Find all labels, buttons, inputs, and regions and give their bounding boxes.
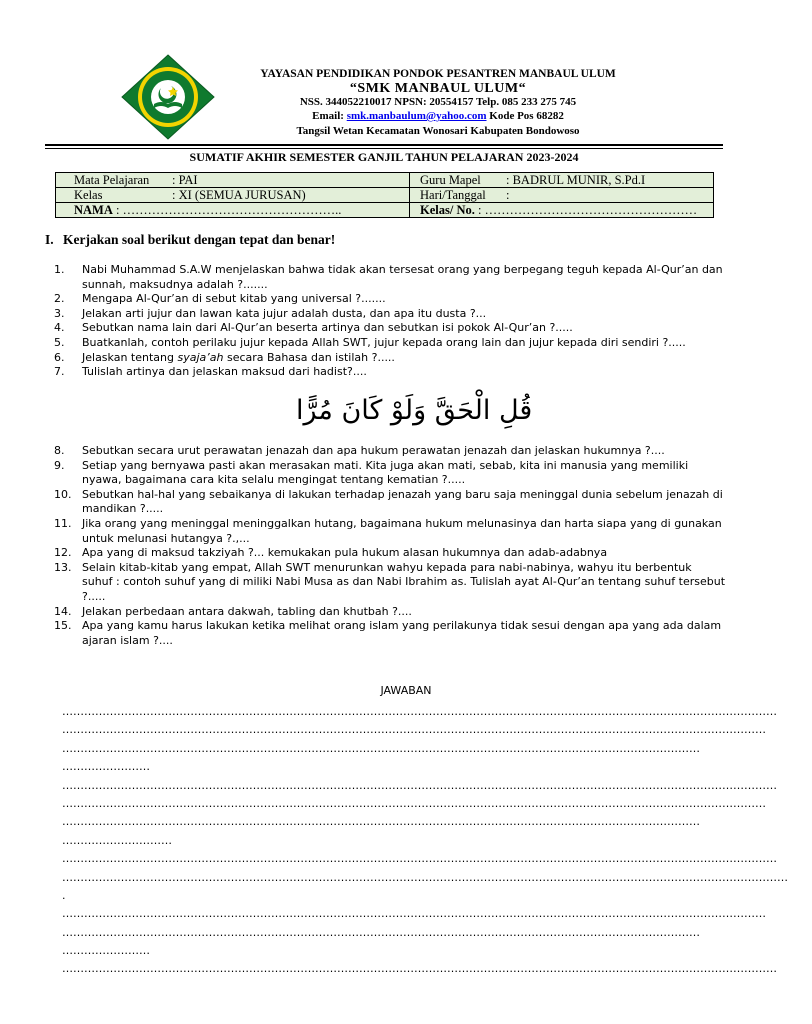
question-item: [45, 351, 725, 366]
letterhead-rule-thick: [45, 144, 723, 146]
question-item: [45, 459, 725, 488]
question-list: [45, 263, 725, 380]
answer-line[interactable]: …………………………: [62, 833, 172, 847]
email-link[interactable]: smk.manbaulum@yahoo.com: [346, 110, 487, 122]
name-blank[interactable]: : ……………………………………………..: [112, 203, 342, 217]
teacher-value: : BADRUL MUNIR, S.Pd.I: [506, 173, 646, 187]
teacher-cell: [410, 173, 714, 188]
day-cell: [410, 188, 714, 203]
question-text: Sebutkan hal-hal yang sebaikanya di lakukan terhadap jenazah yang baru saja meninggal dunia sebelum jenazah di mandikan ?.....: [82, 487, 723, 516]
answer-line[interactable]: ……………………: [62, 944, 150, 958]
hadith-arabic-calligraphy: [68, 385, 533, 433]
school-logo: [121, 54, 215, 140]
name-cell[interactable]: [56, 203, 410, 218]
question-number: 5.: [54, 335, 65, 349]
question-text: Nabi Muhammad S.A.W menjelaskan bahwa tidak akan tersesat orang yang berpegang teguh kepada Al-Qur’an dan sunnah, maksudnya adalah ?.......: [82, 263, 723, 291]
question-number: 9.: [54, 458, 65, 472]
question-item: [45, 292, 725, 307]
classno-label: Kelas/ No.: [420, 203, 475, 217]
exam-title: SUMATIF AKHIR SEMESTER GANJIL TAHUN PELAJARAN 2023-2024: [189, 150, 579, 164]
class-label: Kelas: [74, 188, 103, 202]
registration-info: NSS. 344052210017 NPSN: 20554157 Telp. 085 233 275 745: [299, 95, 577, 108]
hadith-arabic-text: قُلِ الْحَقَّ وَلَوْ كَانَ مُرًّا: [296, 395, 533, 426]
answer-line[interactable]: ………………………………………………………………………………………………………………………………………………………………………………: [62, 870, 788, 884]
question-item: [45, 365, 725, 380]
section-number: I.: [45, 232, 54, 247]
name-label: NAMA: [74, 203, 113, 217]
question-item: [45, 321, 725, 336]
subject-value: : PAI: [172, 173, 198, 187]
question-item: [45, 263, 725, 292]
identity-row: [56, 188, 714, 203]
question-text: Jelakan arti jujur dan lawan kata jujur adalah dusta, dan apa itu dusta ?...: [82, 306, 487, 320]
question-number: 12.: [54, 546, 72, 560]
day-value: :: [506, 188, 510, 202]
question-item: [45, 444, 725, 459]
subject-label: Mata Pelajaran: [74, 173, 150, 187]
question-number: 2.: [54, 292, 65, 306]
contact-line: [218, 109, 658, 124]
question-number: 4.: [54, 321, 65, 335]
question-term-emphasis: syaja’ah: [177, 350, 224, 364]
question-item: [45, 307, 725, 322]
subject-cell: [56, 173, 410, 188]
answer-line[interactable]: …………………………………………………………………………………………………………………………………………………………: [62, 925, 700, 939]
answer-line[interactable]: ……………………………………………………………………………………………………………………………………………………………………………: [62, 852, 777, 866]
answer-line[interactable]: ……………………………………………………………………………………………………………………………………………………………………………: [62, 778, 777, 792]
question-item: [45, 546, 725, 561]
answer-line[interactable]: …………………………………………………………………………………………………………………………………………………………………………: [62, 796, 766, 810]
class-cell: [56, 188, 410, 203]
question-text: Apa yang di maksud takziyah ?... kemukakan pula hukum alasan hukumnya dan adab-adabnya: [82, 546, 608, 560]
answer-line[interactable]: ……………………………………………………………………………………………………………………………………………………………………………: [62, 705, 777, 718]
email-label: Email:: [312, 110, 344, 122]
teacher-label: Guru Mapel: [420, 173, 481, 187]
answer-line[interactable]: ……………………: [62, 760, 150, 774]
question-text-start: Jelaskan tentang: [82, 350, 178, 364]
section-instruction: Kerjakan soal berikut dengan tepat dan benar!: [63, 232, 336, 247]
identity-row: [56, 173, 714, 188]
section-heading: [45, 232, 335, 248]
question-number: 6.: [54, 350, 65, 364]
identity-row: [56, 203, 714, 218]
question-number: 15.: [54, 619, 72, 633]
answer-line[interactable]: …………………………………………………………………………………………………………………………………………………………: [62, 815, 700, 829]
question-text: Buatkanlah, contoh perilaku jujur kepada Allah SWT, jujur kepada orang lain dan jujur kepada diri sendiri ?.....: [82, 335, 686, 349]
classno-cell[interactable]: [410, 203, 714, 218]
question-item: [45, 605, 725, 620]
identity-table: [55, 172, 714, 218]
question-number: 11.: [54, 516, 72, 530]
question-number: 8.: [54, 444, 65, 457]
answer-area[interactable]: [62, 703, 788, 979]
answer-line[interactable]: …………………………………………………………………………………………………………………………………………………………………………: [62, 907, 766, 921]
question-list: [45, 444, 725, 648]
answer-line[interactable]: ……………………………………………………………………………………………………………………………………………………………………………: [62, 962, 777, 976]
question-text: Tulislah artinya dan jelaskan maksud dari hadist?....: [82, 365, 367, 379]
postal-code: Kode Pos 68282: [489, 110, 564, 122]
question-text: Jelakan perbedaan antara dakwah, tabling dan khutbah ?....: [82, 604, 412, 618]
question-item: [45, 336, 725, 351]
day-label: Hari/Tanggal: [420, 188, 486, 202]
answer-line[interactable]: …………………………………………………………………………………………………………………………………………………………: [62, 741, 700, 755]
question-number: 10.: [54, 487, 72, 501]
school-address: Tangsil Wetan Kecamatan Wonosari Kabupaten Bondowoso: [296, 124, 580, 137]
foundation-name: YAYASAN PENDIDIKAN PONDOK PESANTREN MANBAUL ULUM: [260, 68, 616, 80]
classno-blank[interactable]: : ……………………………………………: [474, 203, 698, 217]
question-text: Jika orang yang meninggal meninggalkan hutang, bagaimana hukum melunasinya dan harta siapa yang di gunakan untuk melunasi hutangya ?.,...: [82, 516, 722, 545]
letterhead-rule-thin: [45, 148, 723, 149]
question-number: 3.: [54, 306, 65, 320]
class-value: : XI (SEMUA JURUSAN): [172, 188, 306, 202]
question-number: 7.: [54, 365, 65, 379]
question-text: Mengapa Al-Qur’an di sebut kitab yang universal ?.......: [82, 292, 386, 306]
question-item: [45, 561, 725, 605]
school-name: “SMK MANBAUL ULUM“: [349, 80, 527, 96]
question-item: [45, 488, 725, 517]
answer-line[interactable]: …………………………………………………………………………………………………………………………………………………………………………: [62, 723, 766, 737]
question-text: Setiap yang bernyawa pasti akan merasakan mati. Kita juga akan mati, sebab, kita ini manusia yang memiliki nyawa, bagaimana cara kita selalu mengingat tentang kematian ?.....: [82, 458, 689, 487]
question-text: Sebutkan nama lain dari Al-Qur’an beserta artinya dan sebutkan isi pokok Al-Qur’an ?.....: [82, 321, 573, 335]
answer-title: JAWABAN: [380, 684, 432, 697]
question-number: 14.: [54, 604, 72, 618]
answer-line[interactable]: .: [62, 888, 66, 902]
question-number: 1.: [54, 263, 65, 276]
question-item: [45, 517, 725, 546]
question-text: Selain kitab-kitab yang empat, Allah SWT menurunkan wahyu kepada para nabi-nabinya, wahyu itu berbentuk suhuf : contoh suhuf yang di miliki Nabi Musa as dan Nabi Ibrahim as. Tulislah ayat Al-Qur’an tentang suhuf tersebut ?.....: [82, 560, 726, 603]
question-number: 13.: [54, 560, 72, 574]
question-text: Sebutkan secara urut perawatan jenazah dan apa hukum perawatan jenazah dan jelaskan hukumnya ?....: [82, 444, 665, 457]
question-item: [45, 619, 725, 648]
letterhead: [218, 67, 658, 138]
question-text-end: secara Bahasa dan istilah ?.....: [223, 350, 395, 364]
question-text: Apa yang kamu harus lakukan ketika melihat orang islam yang perilakunya tidak sesui dengan apa yang ada dalam ajaran islam ?....: [82, 619, 722, 647]
question-text: [82, 351, 725, 366]
